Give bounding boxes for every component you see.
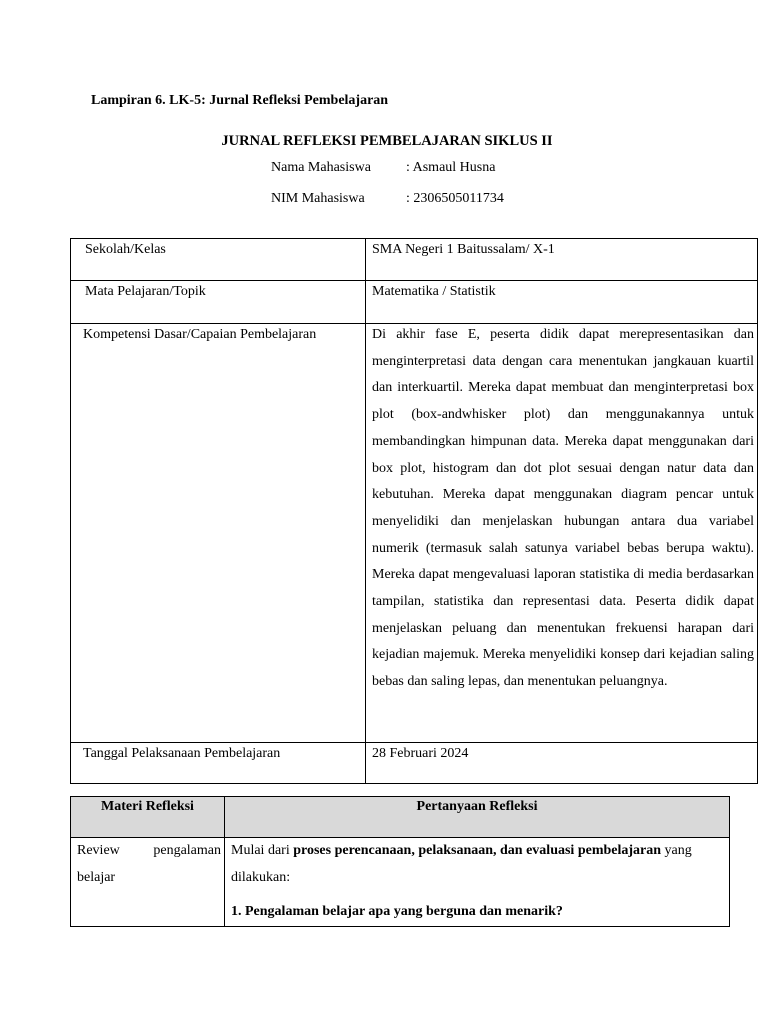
appendix-title: Lampiran 6. LK-5: Jurnal Refleksi Pembelajaran — [91, 93, 389, 108]
material-cell — [71, 838, 225, 927]
school-value: SMA Negeri 1 Baitussalam/ X-1 — [366, 239, 758, 281]
competency-label: Kompetensi Dasar/Capaian Pembelajaran — [71, 324, 366, 743]
table-header-row — [71, 797, 730, 838]
header-material: Materi Refleksi — [71, 797, 225, 838]
material-review: Review pengalaman belajar — [77, 843, 221, 885]
table-row — [71, 239, 758, 281]
document-title: JURNAL REFLEKSI PEMBELAJARAN SIKLUS II — [221, 133, 553, 149]
reflection-table — [70, 796, 730, 927]
competency-value: Di akhir fase E, peserta didik dapat merepresentasikan dan menginterpretasi data dengan cara menentukan jangkauan kuartil dan interkuartil. Mereka dapat membuat dan menginterpretasi box plot (box-andwhisker plot) dan menggunakannya untuk membandingkan himpunan data. Mereka dapat menggunakan dari box plot, histogram dan dot plot sesuai dengan natur data dan kebutuhan. Mereka dapat menggunakan diagram pencar untuk menyelidiki dan menjelaskan hubungan antara dua variabel numerik (termasuk salah satunya variabel bebas berupa waktu). Mereka dapat mengevaluasi laporan statistika di media berdasarkan tampilan, statistika dan representasi data. Peserta didik dapat menjelaskan peluang dan menentukan frekuensi harapan dari kejadian majemuk. Mereka menyelidiki konsep dari kejadian saling bebas dan saling lepas, dan menentukan peluangnya. — [372, 327, 754, 690]
subject-value: Matematika / Statistik — [366, 281, 758, 324]
student-name-value: : Asmaul Husna — [406, 160, 496, 175]
intro-bold: proses perencanaan, pelaksanaan, dan evaluasi pembelajaran — [293, 843, 662, 858]
student-nim-value: : 2306505011734 — [406, 191, 504, 206]
question-1 — [231, 899, 729, 926]
table-row — [71, 281, 758, 324]
school-label: Sekolah/Kelas — [71, 239, 366, 281]
question-number: 1. — [231, 904, 242, 919]
intro-suffix: yang dilakukan: — [231, 843, 692, 885]
student-name-label: Nama Mahasiswa — [271, 160, 371, 175]
question-intro — [231, 838, 729, 891]
table-row — [71, 743, 758, 784]
question-text: Pengalaman belajar apa yang berguna dan menarik? — [245, 904, 563, 919]
table-row — [71, 324, 758, 743]
header-question: Pertanyaan Refleksi — [225, 797, 730, 838]
date-value: 28 Februari 2024 — [366, 743, 758, 784]
question-cell — [225, 838, 730, 927]
date-label: Tanggal Pelaksanaan Pembelajaran — [71, 743, 366, 784]
student-nim-label: NIM Mahasiswa — [271, 191, 365, 206]
intro-prefix: Mulai dari — [231, 843, 294, 858]
table-row — [71, 838, 730, 927]
subject-label: Mata Pelajaran/Topik — [71, 281, 366, 324]
info-table — [70, 238, 758, 784]
competency-cell — [366, 324, 758, 743]
